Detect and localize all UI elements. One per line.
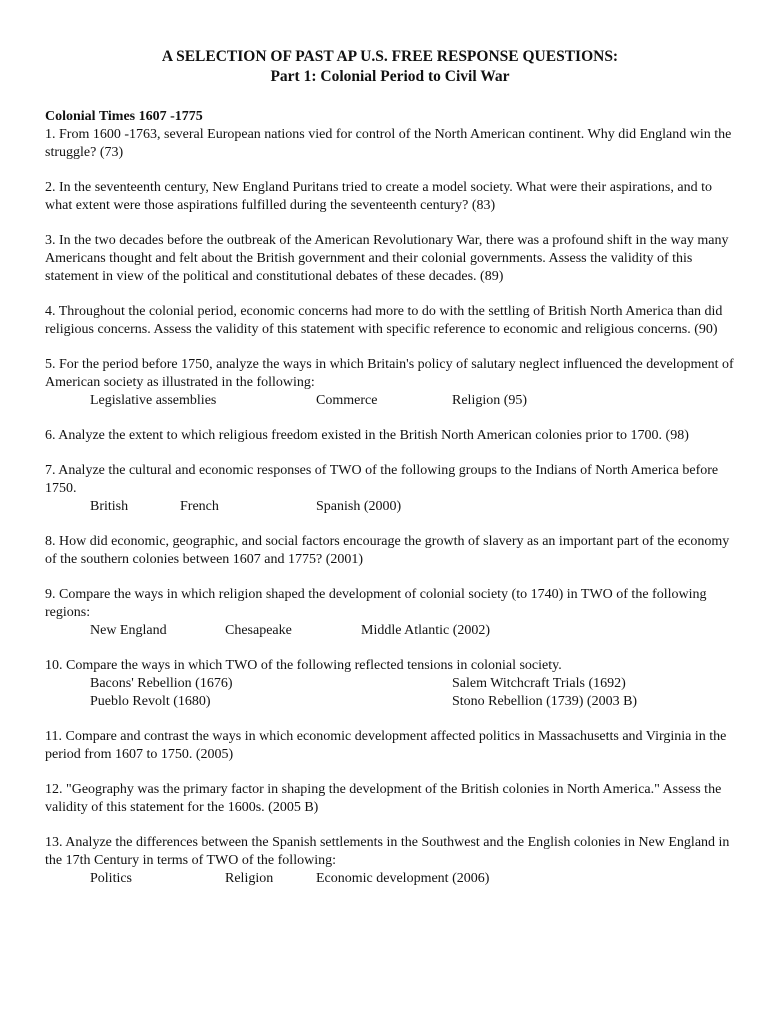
question-text: 5. For the period before 1750, analyze the ways in which Britain's policy of salutary neglect influenced the development of American society as illustrated in the following: <box>45 357 734 390</box>
question-1 <box>45 126 735 162</box>
option-item: Spanish (2000) <box>316 499 402 514</box>
question-13 <box>45 834 735 888</box>
option-item: Stono Rebellion (1739) (2003 B) <box>452 694 638 709</box>
question-10 <box>45 657 735 711</box>
question-text: 4. Throughout the colonial period, economic concerns had more to do with the settling of British North America than did religious concerns. Assess the validity of this statement with specific reference to economic and religious concerns. (90) <box>45 304 723 337</box>
question-text: 13. Analyze the differences between the Spanish settlements in the Southwest and the English colonies in New England in the 17th Century in terms of TWO of the following: <box>45 835 730 868</box>
question-7 <box>45 462 735 516</box>
question-text: 9. Compare the ways in which religion shaped the development of colonial society (to 1740) in TWO of the following regions: <box>45 587 707 620</box>
question-text: 11. Compare and contrast the ways in which economic development affected politics in Massachusetts and Virginia in the period from 1607 to 1750. (2005) <box>45 729 727 762</box>
option-row <box>45 498 735 516</box>
question-text: 6. Analyze the extent to which religious freedom existed in the British North American colonies prior to 1700. (98) <box>45 428 689 443</box>
option-item: Pueblo Revolt (1680) <box>90 694 211 709</box>
question-5 <box>45 356 735 410</box>
option-item: Middle Atlantic (2002) <box>361 623 491 638</box>
question-6 <box>45 427 735 445</box>
option-row <box>45 693 735 711</box>
question-text: 12. "Geography was the primary factor in shaping the development of the British colonies in North America." Assess the validity of this statement for the 1600s. (2005 B) <box>45 782 722 815</box>
question-8 <box>45 533 735 569</box>
option-item: Legislative assemblies <box>90 393 217 408</box>
option-item: Bacons' Rebellion (1676) <box>90 676 233 691</box>
option-item: Religion (95) <box>452 393 528 408</box>
question-text: 2. In the seventeenth century, New England Puritans tried to create a model society. What were their aspirations, and to what extent were those aspirations fulfilled during the seventeenth century? (83) <box>45 180 712 213</box>
option-row <box>45 622 735 640</box>
option-item: French <box>180 499 219 514</box>
question-11 <box>45 728 735 764</box>
question-2 <box>45 179 735 215</box>
question-text: 7. Analyze the cultural and economic responses of TWO of the following groups to the Indians of North America before 1750. <box>45 463 719 496</box>
option-row <box>45 870 735 888</box>
option-row <box>45 675 735 693</box>
option-item: Religion <box>225 871 274 886</box>
question-text: 3. In the two decades before the outbreak of the American Revolutionary War, there was a profound shift in the way many Americans thought and felt about the British government and their colonial governments. Assess the validity of this statement in view of the political and constitutional debates of these decades. (89) <box>45 233 729 284</box>
question-9 <box>45 586 735 640</box>
option-item: Chesapeake <box>225 623 292 638</box>
document-subtitle: Part 1: Colonial Period to Civil War <box>270 68 510 85</box>
option-item: Economic development (2006) <box>316 871 490 886</box>
option-item: Salem Witchcraft Trials (1692) <box>452 676 626 691</box>
option-item: New England <box>90 623 167 638</box>
document-title: A SELECTION OF PAST AP U.S. FREE RESPONSE QUESTIONS: <box>161 48 619 65</box>
question-4 <box>45 303 735 339</box>
section-heading: Colonial Times 1607 -1775 <box>45 109 203 124</box>
question-text: 1. From 1600 -1763, several European nations vied for control of the North American continent. Why did England win the struggle? (73) <box>45 127 732 160</box>
question-text: 10. Compare the ways in which TWO of the following reflected tensions in colonial society. <box>45 658 562 673</box>
question-3 <box>45 232 735 286</box>
document-page <box>45 47 735 905</box>
option-item: Commerce <box>316 393 378 408</box>
option-row <box>45 392 735 410</box>
option-item: Politics <box>90 871 133 886</box>
question-12 <box>45 781 735 817</box>
option-item: British <box>90 499 129 514</box>
question-text: 8. How did economic, geographic, and social factors encourage the growth of slavery as an important part of the economy of the southern colonies between 1607 and 1775? (2001) <box>45 534 730 567</box>
